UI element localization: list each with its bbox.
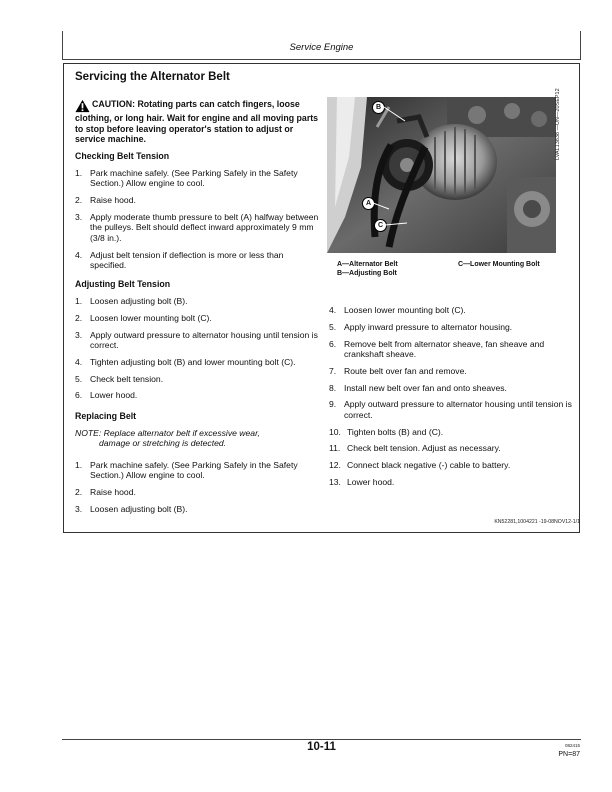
checking-steps [75,168,322,277]
callout-leaders [327,97,556,253]
replacing-steps [75,460,322,521]
replacing-steps-continued [329,305,574,494]
list-item: 4. Loosen lower mounting bolt (C). [329,305,466,315]
header-divider [62,59,581,60]
alternator-photo [327,97,556,253]
list-item: 10. Tighten bolts (B) and (C). [329,426,444,437]
pn-number: PN=87 [558,751,580,758]
figure-legend-right [458,261,540,270]
list-item: 3. Loosen adjusting bolt (B). [75,504,188,514]
reference-code: KN52281,1004221 -19-08NOV12-1/1 [494,519,580,525]
list-item: 2. Raise hood. [75,195,136,206]
list-item: 7. Route belt over fan and remove. [329,365,467,376]
callout-b: B [372,101,385,114]
list-item: 1. Park machine safely. (See Parking Safely in the Safety Section.) Allow engine to cool. [75,460,298,481]
checking-heading: Checking Belt Tension [75,151,170,161]
list-item: 3. Apply outward pressure to alternator housing until tension is correct. [75,329,318,350]
list-item: 1. Park machine safely. (See Parking Safely in the Safety Section.) Allow engine to cool. [75,168,298,189]
section-title: Servicing the Alternator Belt [75,71,230,83]
list-item: 9. Apply outward pressure to alternator housing until tension is correct. [329,399,572,420]
warning-icon [75,99,90,113]
caution-text: CAUTION: Rotating parts can catch fingers, loose clothing, or long hair. Wait for engine and all moving parts to stop before leaving operator's station to adjust or service machine. [75,99,319,144]
list-item: 13. Lower hood. [329,476,395,487]
list-item: 6. Remove belt from alternator sheave, fan sheave and crankshaft sheave. [329,338,545,359]
caution-block [75,99,321,145]
note: NOTE: Replace alternator belt if excessive wear, damage or stretching is detected. [75,428,260,449]
list-item: 4. Adjust belt tension if deflection is more or less than specified. [75,249,284,271]
list-item: 2. Raise hood. [75,487,136,498]
page-number: 10-11 [307,741,336,753]
figure-id: LVAL13838 —UN—20SEP12 [555,88,561,160]
list-item: 6. Lower hood. [75,390,138,401]
adjusting-steps [75,296,322,407]
callout-a: A [362,197,375,210]
list-item: 4. Tighten adjusting bolt (B) and lower mounting bolt (C). [75,356,296,367]
legend-b: B—Adjusting Bolt [337,269,397,277]
callout-c: C [374,219,387,232]
list-item: 3. Apply moderate thumb pressure to belt (A) halfway between the pulleys. Belt should deflect inward approximately 9 mm (3/8 in.). [75,212,319,243]
figure-legend-left [337,261,398,278]
adjusting-heading: Adjusting Belt Tension [75,279,171,289]
list-item: 5. Apply inward pressure to alternator housing. [329,321,513,332]
list-item: 5. Check belt tension. [75,373,164,384]
legend-c: C—Lower Mounting Bolt [458,261,540,268]
list-item: 2. Loosen lower mounting bolt (C). [75,312,212,323]
list-item: 8. Install new belt over fan and onto sheaves. [329,382,507,393]
legend-a: A—Alternator Belt [337,261,398,268]
footer-divider [62,739,581,740]
running-header: Service Engine [289,42,354,53]
print-code: 082415 [564,743,580,748]
replacing-heading: Replacing Belt [75,411,137,421]
list-item: 11. Check belt tension. Adjust as necessary. [329,443,501,454]
list-item: 1. Loosen adjusting bolt (B). [75,296,188,306]
list-item: 12. Connect black negative (-) cable to battery. [329,460,511,471]
